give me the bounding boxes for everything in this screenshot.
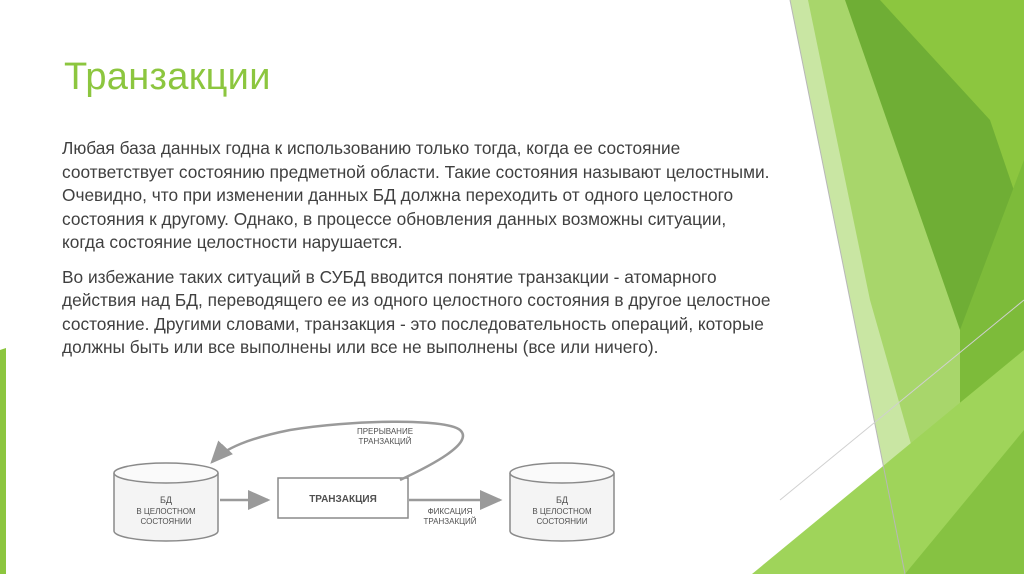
left-edge-shape [0, 348, 6, 574]
left-db-label-2: В ЦЕЛОСТНОМ [136, 507, 196, 516]
paragraph-1 [62, 137, 772, 255]
commit-label-1: ФИКСАЦИЯ [427, 507, 473, 516]
body-text [62, 137, 772, 371]
transaction-box [278, 478, 408, 518]
paragraph-2-text: Во избежание таких ситуаций в СУБД вводится понятие транзакции - атомарного действия над БД, переводящего ее из одного целостного состояния в другое целостное состояние. Другими словами, транзакция - это последовательность операций, которые должны быть или все выполнены или все не выполнены (все или ничего). [62, 266, 771, 357]
left-db-label-3: СОСТОЯНИИ [140, 517, 192, 526]
arrow-abort [212, 422, 463, 480]
paragraph-2 [62, 266, 772, 360]
right-db-label-1: БД [555, 495, 569, 505]
left-db-cylinder [114, 463, 218, 541]
right-db-label-2: В ЦЕЛОСТНОМ [532, 507, 592, 516]
abort-label-2: ТРАНЗАКЦИЙ [358, 437, 412, 446]
paragraph-1-text: Любая база данных годна к использованию только тогда, когда ее состояние соответствует состоянию предметной области. Такие состояния называют целостными. Очевидно, что при изменении данных БД должна переходить от одного целостного состояния к другому. Однако, в процессе обновления данных возможны ситуации, когда состояние целостности нарушается. [62, 138, 770, 252]
right-db-cylinder [510, 463, 614, 541]
transaction-box-label: ТРАНЗАКЦИЯ [309, 494, 377, 505]
transaction-diagram [100, 418, 640, 553]
right-db-label-3: СОСТОЯНИИ [536, 517, 588, 526]
slide-title: Транзакции [64, 56, 271, 98]
left-db-label-1: БД [159, 495, 173, 505]
abort-label-1: ПРЕРЫВАНИЕ [356, 427, 414, 436]
commit-label-2: ТРАНЗАКЦИЙ [423, 517, 477, 526]
